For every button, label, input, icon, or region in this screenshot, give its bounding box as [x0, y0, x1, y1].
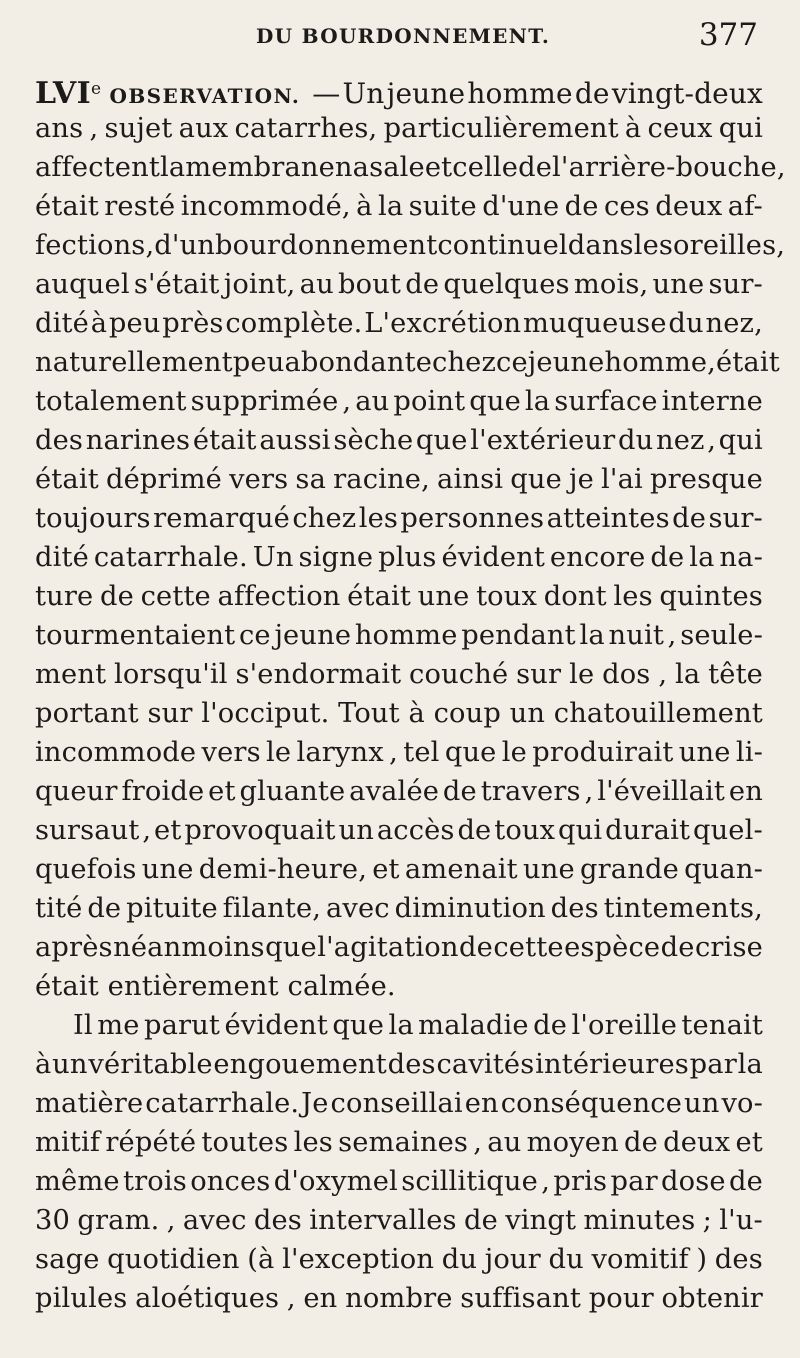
- text-line: queur froide et gluante avalée de travers , l'éveillait en: [35, 776, 763, 807]
- text-line: dité à peu près complète. L'excrétion muqueuse du nez,: [35, 308, 763, 339]
- observation-superscript: e: [91, 79, 102, 99]
- text-line: mitif répété toutes les semaines , au moyen de deux et: [35, 1127, 763, 1158]
- text-line: sursaut , et provoquait un accès de toux qui durait quel-: [35, 815, 763, 846]
- text-line: même trois onces d'oxymel scillitique , pris par dose de: [35, 1166, 763, 1197]
- paragraph-1-last-line: était entièrement calmée.: [35, 971, 396, 1002]
- text-line: toujours remarqué chez les personnes atteintes de sur-: [35, 503, 763, 534]
- paragraph-2: [35, 1006, 763, 1318]
- text-line: pilules aloétiques , en nombre suffisant pour obtenir: [35, 1283, 763, 1314]
- text-line: quefois une demi-heure, et amenait une grande quan-: [35, 854, 763, 885]
- text-line: Il me parut évident que la maladie de l'oreille tenait: [73, 1010, 763, 1041]
- text-line: naturellement peu abondante chez ce jeune homme, était: [35, 347, 780, 378]
- text-line: était resté incommodé, à la suite d'une de ces deux af-: [35, 191, 763, 222]
- observation-first-line: — Un jeune homme de vingt-deux: [312, 77, 763, 110]
- text-line: était déprimé vers sa racine, ainsi que je l'ai presque: [35, 464, 763, 495]
- text-line: tité de pituite filante, avec diminution des tintements,: [35, 893, 763, 924]
- text-line: ture de cette affection était une toux dont les quintes: [35, 581, 763, 612]
- observation-label: OBSERVATION.: [109, 84, 301, 108]
- observation-heading-line: [35, 70, 763, 109]
- text-line: dité catarrhale. Un signe plus évident encore de la na-: [35, 542, 763, 573]
- text-line: 30 gram. , avec des intervalles de vingt minutes ; l'u-: [35, 1205, 763, 1236]
- text-line: tourmentaient ce jeune homme pendant la nuit , seule-: [35, 620, 763, 651]
- text-line: des narines était aussi sèche que l'extérieur du nez , qui: [35, 425, 763, 456]
- text-line: affectent la membrane nasale et celle de l'arrière-bouche,: [35, 152, 786, 183]
- page-number: 377: [698, 17, 758, 53]
- text-line: après néanmoins que l'agitation de cette espèce de crise: [35, 932, 763, 963]
- running-title: DU BOURDONNEMENT.: [256, 24, 551, 48]
- text-line: matière catarrhale. Je conseillai en conséquence un vo-: [35, 1088, 763, 1119]
- text-line: auquel s'était joint, au bout de quelques mois, une sur-: [35, 269, 763, 300]
- text-line: incommode vers le larynx , tel que le produirait une li-: [35, 737, 763, 768]
- text-line: fections, d'un bourdonnement continuel dans les oreilles,: [35, 230, 786, 261]
- text-line: portant sur l'occiput. Tout à coup un chatouillement: [35, 698, 763, 729]
- text-line: ans , sujet aux catarrhes, particulièrement à ceux qui: [35, 113, 763, 144]
- text-line: à un véritable engouement des cavités intérieures par la: [35, 1049, 763, 1080]
- body-text: [35, 70, 786, 1318]
- text-line: totalement supprimée , au point que la surface interne: [35, 386, 763, 417]
- text-line: ment lorsqu'il s'endormait couché sur le dos , la tête: [35, 659, 763, 690]
- observation-number: [35, 70, 102, 113]
- running-head: [0, 16, 800, 56]
- observation-roman: LVI: [35, 76, 92, 111]
- paragraph-1: [35, 109, 786, 967]
- text-line: sage quotidien (à l'exception du jour du vomitif ) des: [35, 1244, 763, 1275]
